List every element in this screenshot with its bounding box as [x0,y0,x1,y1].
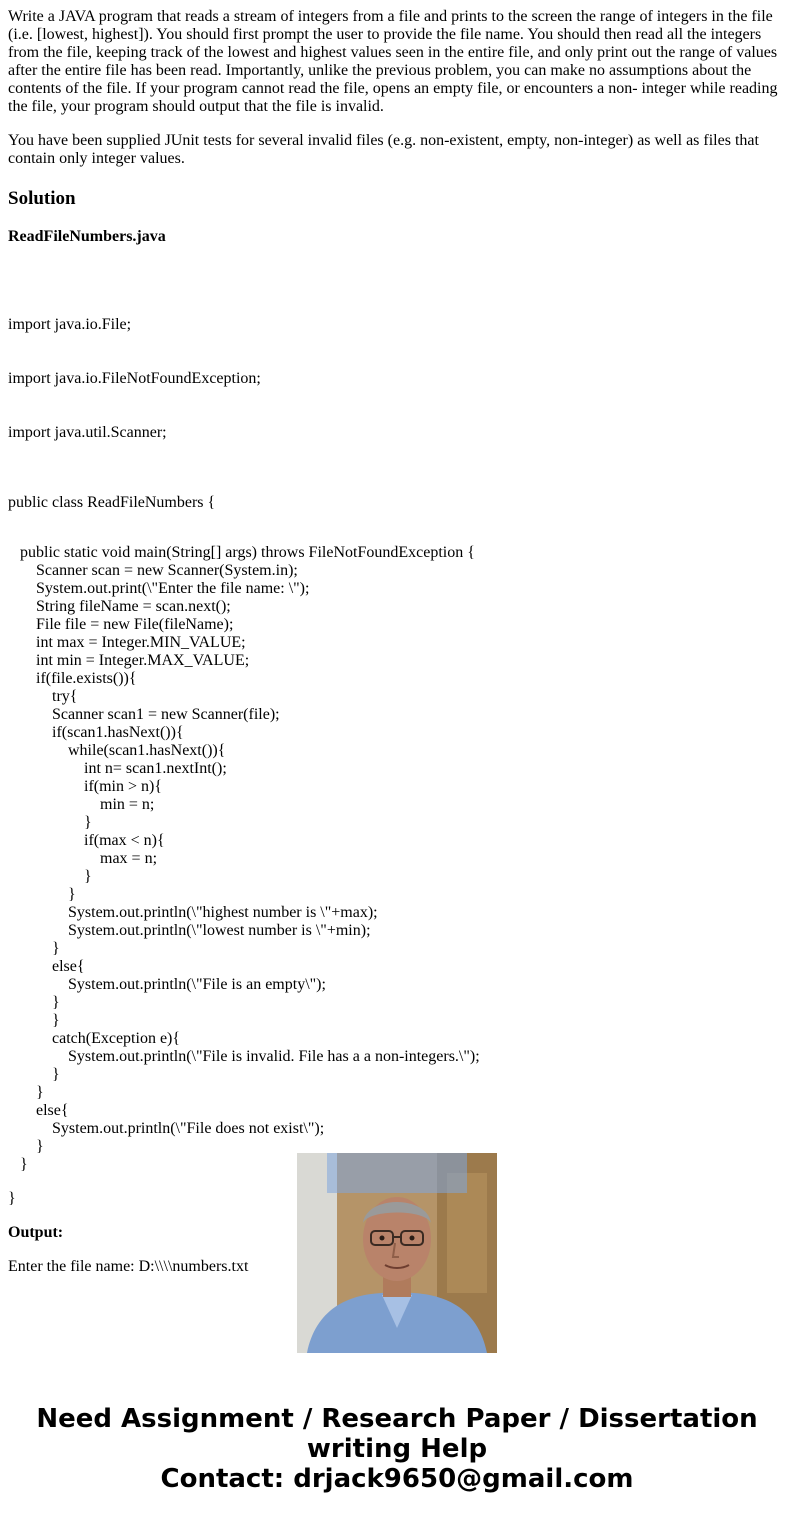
author-avatar [297,1153,497,1353]
code-line: int n= scan1.nextInt(); [8,760,227,777]
code-line: if(file.exists()){ [8,670,137,687]
code-line: max = n; [8,850,158,867]
import-line: import java.util.Scanner; [8,424,167,441]
code-line: System.out.println(\"highest number is \"+max); [8,904,378,921]
code-line: if(max < n){ [8,832,165,849]
code-line: System.out.println(\"File is invalid. File has a a non-integers.\"); [8,1048,480,1065]
code-line: catch(Exception e){ [8,1030,181,1047]
code-line: Scanner scan1 = new Scanner(file); [8,706,280,723]
source-filename: ReadFileNumbers.java [8,228,166,245]
code-line: else{ [8,958,85,975]
promo-line-1: Need Assignment / Research Paper / Dissertation [36,1404,758,1434]
import-line: import java.io.FileNotFoundException; [8,370,261,387]
code-line: } [8,814,92,831]
class-closing-brace: } [8,1190,16,1207]
intro-paragraph-2: You have been supplied JUnit tests for several invalid files (e.g. non-existent, empty, non-integer) as well as files that contain only integer values. [8,132,759,167]
code-line: } [8,1138,44,1155]
code-line: } [8,1084,44,1101]
code-line: File file = new File(fileName); [8,616,234,633]
code-line: int max = Integer.MIN_VALUE; [8,634,246,651]
code-line: if(scan1.hasNext()){ [8,724,184,741]
code-line: System.out.println(\"File does not exist\"); [8,1120,325,1137]
promo-banner [0,1404,794,1494]
document-content [8,0,786,1275]
intro-paragraph-1: Write a JAVA program that reads a stream of integers from a file and prints to the screen the range of integers in the file (i.e. [lowest, highest]). You should first prompt the user to provide the file name. You should then read all the integers from the file, keeping track of the lowest and highest values seen in the entire file, and only print out the range of values after the entire file has been read. Importantly, unlike the previous problem, you can make no assumptions about the contents of the file. If your program cannot read the file, opens an empty file, or encounters a non- integer while reading the file, your program should output that the file is invalid. [8,8,778,115]
output-label: Output: [8,1224,64,1241]
code-line: } [8,1156,28,1173]
promo-contact: Contact: drjack9650@gmail.com [160,1464,634,1494]
code-line: System.out.println(\"lowest number is \"+min); [8,922,371,939]
code-line: else{ [8,1102,69,1119]
code-line: String fileName = scan.next(); [8,598,231,615]
code-line: } [8,1066,60,1083]
code-line: if(min > n){ [8,778,163,795]
code-line: try{ [8,688,78,705]
code-line: } [8,994,60,1011]
promo-line-2: writing Help [306,1434,488,1464]
code-line: } [8,940,60,957]
class-declaration: public class ReadFileNumbers { [8,494,216,511]
code-line: System.out.print(\"Enter the file name: \"); [8,580,310,597]
author-photo [297,1153,497,1353]
main-method-code [8,544,786,1174]
code-line: System.out.println(\"File is an empty\"); [8,976,326,993]
code-line: Scanner scan = new Scanner(System.in); [8,562,298,579]
import-line: import java.io.File; [8,316,132,333]
solution-heading: Solution [8,188,76,209]
code-line: } [8,868,92,885]
code-line: public static void main(String[] args) throws FileNotFoundException { [8,544,475,561]
code-line: } [8,1012,60,1029]
code-line: } [8,886,76,903]
output-line: Enter the file name: D:\\\\numbers.txt [8,1258,249,1275]
code-line: int min = Integer.MAX_VALUE; [8,652,250,669]
import-block [8,280,786,478]
code-line: while(scan1.hasNext()){ [8,742,226,759]
code-line: min = n; [8,796,155,813]
